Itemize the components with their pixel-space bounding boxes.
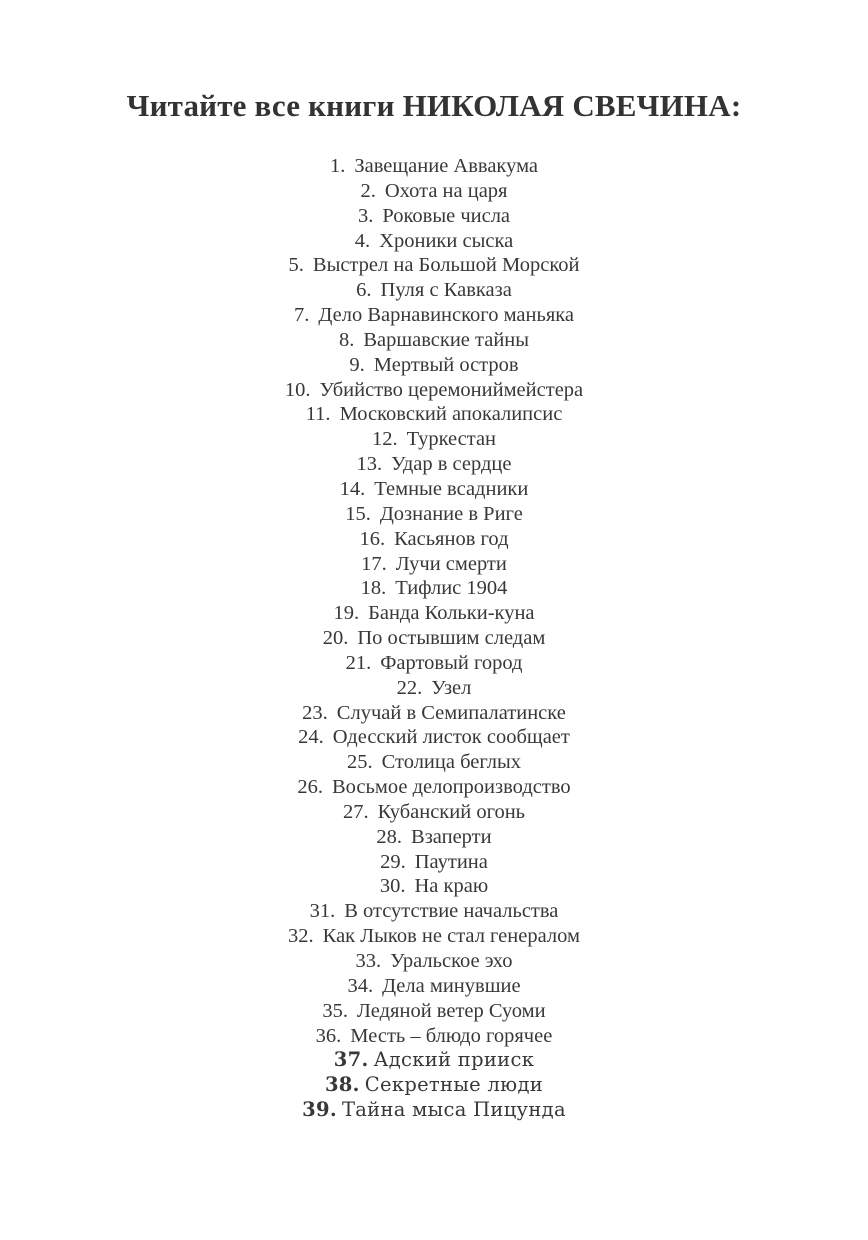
book-title: Касьянов год [394,527,509,550]
book-number: 8. [338,328,355,351]
book-title: Выстрел на Большой Морской [312,254,580,277]
book-title: Варшавские тайны [363,328,530,351]
book-number: 36. [315,1024,342,1047]
book-number: 6. [356,279,372,302]
book-title: Столица беглых [381,751,521,774]
book-number: 27. [342,800,369,823]
list-item [0,949,868,974]
list-item [0,676,868,701]
list-item [0,1073,868,1098]
book-number: 9. [349,353,365,376]
list-item [0,502,868,527]
list-item [0,1048,868,1073]
book-number: 39. [302,1098,337,1122]
book-number: 26. [297,776,323,799]
book-number: 24. [298,726,324,749]
list-item [0,750,868,775]
book-title: Адский прииск [373,1048,535,1072]
list-item [0,477,868,502]
list-item [0,576,868,601]
book-title: Московский апокалипсис [339,403,563,426]
list-item [0,328,868,353]
list-item [0,402,868,427]
book-title: Темные всадники [374,477,529,500]
book-number: 32. [288,925,314,948]
book-number: 30. [379,875,406,898]
book-number: 38. [324,1073,360,1097]
list-item [0,725,868,750]
book-number: 12. [371,428,398,451]
book-title: Туркестан [406,428,497,451]
book-title: Одесский листок сообщает [332,726,570,749]
list-item [0,800,868,825]
book-number: 11. [305,403,331,426]
book-title: Паутина [414,850,488,873]
list-item [0,825,868,850]
book-title: Восьмое делопроизводство [332,776,571,799]
book-number: 20. [322,627,349,650]
book-title: На краю [414,875,489,898]
book-title: В отсутствие начальства [344,900,559,923]
list-item [0,651,868,676]
list-item [0,527,868,552]
book-title: Как Лыков не стал генералом [322,925,580,948]
list-item [0,278,868,303]
book-title: Кубанский огонь [377,800,526,823]
book-number: 18. [360,577,387,600]
book-title: Пуля с Кавказа [380,279,512,302]
book-title: Мертвый остров [373,353,519,376]
list-item [0,154,868,179]
book-number: 14. [339,477,366,500]
list-item [0,179,868,204]
book-number: 7. [294,304,310,327]
list-item [0,303,868,328]
book-title: Лучи смерти [395,552,507,575]
book-title: Взаперти [411,825,492,848]
book-title: Охота на царя [384,179,508,202]
book-title: Роковые числа [382,204,511,227]
list-item [0,874,868,899]
book-title: Тайна мыса Пицунда [341,1098,566,1122]
book-number: 17. [361,552,387,575]
list-item [0,775,868,800]
book-title: Месть – блюдо горячее [350,1024,553,1047]
book-title: Секретные люди [364,1073,544,1097]
list-item [0,552,868,577]
book-number: 25. [347,751,373,774]
book-title: Фартовый город [380,651,523,674]
book-number: 5. [288,254,304,277]
book-title: Завещание Аввакума [354,155,539,177]
page-title: Читайте все книги НИКОЛАЯ СВЕЧИНА: [126,88,742,123]
list-item [0,924,868,949]
book-title: Дознание в Риге [379,502,523,525]
book-title: Банда Кольки-куна [368,602,535,625]
book-number: 16. [359,527,386,550]
list-item [0,378,868,403]
book-number: 34. [347,974,374,997]
book-title: Дело Варнавинского маньяка [318,304,574,327]
list-item [0,899,868,924]
book-title: По остывшим следам [357,627,546,650]
book-number: 3. [357,204,374,227]
book-title: Тифлис 1904 [395,577,508,600]
book-number: 13. [356,453,383,476]
list-item [0,1024,868,1049]
list-item [0,353,868,378]
list-item [0,229,868,254]
book-title: Узел [431,676,472,699]
book-number: 28. [376,825,403,848]
book-title: Дела минувшие [382,974,521,997]
book-number: 33. [355,950,382,972]
book-number: 10. [284,378,311,401]
list-item [0,850,868,875]
book-title: Хроники сыска [379,229,514,252]
list-item [0,253,868,278]
list-item [0,1098,868,1123]
book-list [0,154,868,1123]
list-item [0,999,868,1024]
book-number: 1. [329,155,346,177]
book-number: 4. [354,229,371,252]
book-number: 23. [302,701,328,724]
book-title: Уральское эхо [390,950,513,972]
list-item [0,427,868,452]
list-item [0,452,868,477]
book-title: Случай в Семипалатинске [336,701,566,724]
book-number: 15. [345,502,371,525]
list-item [0,601,868,626]
book-number: 19. [333,602,360,625]
book-number: 21. [345,651,372,674]
book-number: 22. [396,676,423,699]
book-title: Удар в сердце [391,453,512,476]
book-number: 29. [380,850,406,873]
book-title: Убийство церемониймейстера [319,378,584,401]
list-item [0,626,868,651]
book-number: 37. [333,1048,369,1072]
book-number: 35. [322,999,349,1022]
book-number: 2. [360,179,376,202]
book-number: 31. [309,900,336,923]
list-item [0,701,868,726]
list-item [0,974,868,999]
book-title: Ледяной ветер Суоми [357,999,546,1022]
list-item [0,204,868,229]
